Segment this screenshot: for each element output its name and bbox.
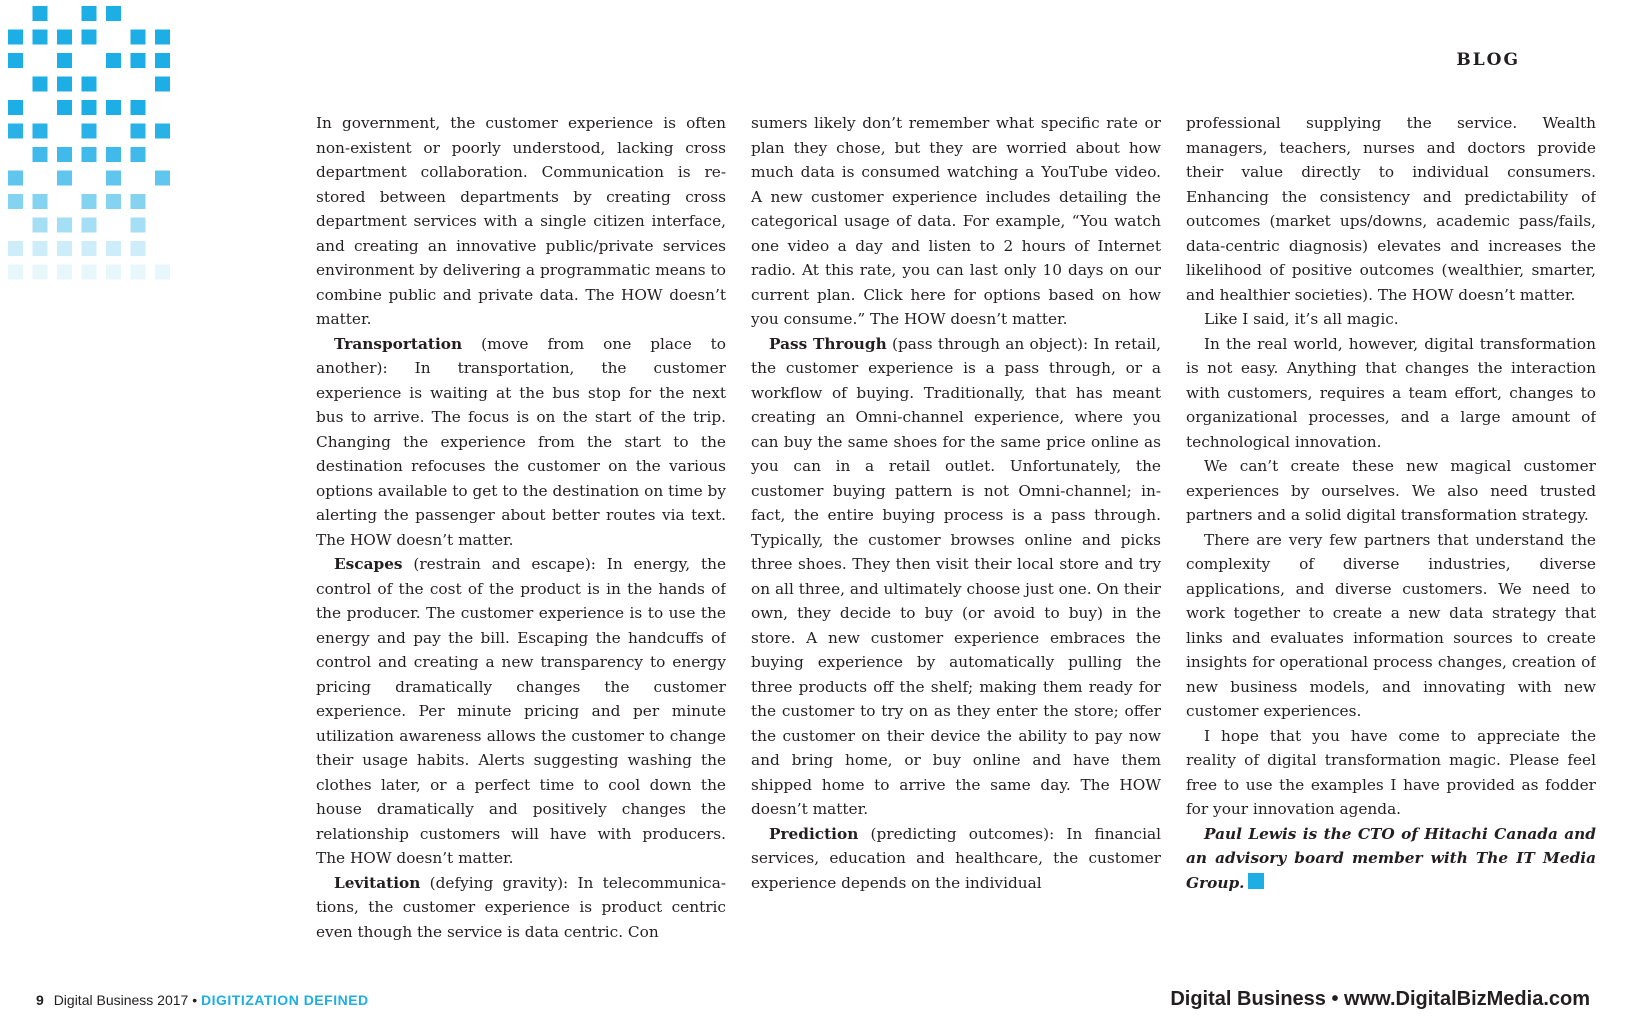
pattern-square (106, 265, 121, 280)
paragraph (316, 871, 726, 945)
footer-separator: • (192, 992, 198, 1008)
pattern-square (155, 77, 170, 92)
paragraph (1186, 332, 1596, 455)
pattern-square (82, 265, 97, 280)
footer-section-name: DIGITIZATION DEFINED (201, 992, 369, 1008)
pattern-square (57, 53, 72, 68)
paragraph (316, 111, 726, 332)
pattern-square (57, 147, 72, 162)
paragraph (316, 552, 726, 871)
pattern-square (33, 124, 48, 139)
pattern-square (106, 147, 121, 162)
pattern-square (33, 77, 48, 92)
pattern-square (8, 265, 23, 280)
paragraph-text: In the real world, however, digital transformation is not easy. Anything that changes the interaction with customers, requires a team effort, changes to organizational processes, and a large amount of technological innovation. (1186, 334, 1596, 451)
paragraph-text: In government, the customer experience is often non-existent or poorly understood, lacking cross department collaboration. Communication is restored between departments by creating cross department services with a single citizen interface, and creating an innovative public/private services environment by delivering a programmatic means to combine public and private data. The HOW doesn’t matter. (316, 114, 726, 328)
pattern-square (57, 30, 72, 45)
pattern-square (82, 124, 97, 139)
paragraph (751, 332, 1161, 822)
paragraph-text: Like I said, it’s all magic. (1204, 310, 1399, 328)
page-footer (0, 986, 1638, 1014)
pattern-square (155, 30, 170, 45)
pattern-square (8, 194, 23, 209)
paragraph-heading: Pass Through (769, 334, 887, 353)
paragraph-heading: Prediction (769, 824, 859, 843)
paragraph (751, 822, 1161, 896)
pattern-square (33, 241, 48, 256)
paragraph (1186, 454, 1596, 528)
publication-name: Digital Business 2017 (53, 992, 189, 1008)
pattern-square (82, 218, 97, 233)
pattern-square (131, 194, 146, 209)
pattern-square (33, 218, 48, 233)
footer-left (36, 992, 369, 1008)
pattern-square (155, 171, 170, 186)
article-column-1 (316, 111, 726, 946)
paragraph (751, 111, 1161, 332)
author-bio: Paul Lewis is the CTO of Hitachi Canada and an advisory board member with The IT Media Group. (1186, 824, 1596, 892)
paragraph-text: sumers likely don’t remember what specific rate or plan they chose, but they are worried about how much data is consumed watching a YouTube video. A new customer experience includes detailing the categorical usage of data. For example, “You watch one video a day and listen to 2 hours of Internet radio. At this rate, you can last only 10 days on our current plan. Click here for options based on how you consume.” The HOW doesn’t matter. (751, 114, 1161, 328)
pattern-square (131, 147, 146, 162)
pattern-square (33, 147, 48, 162)
paragraph-text: (predicting outcomes): In financial services, education and healthcare, the customer experience depends on the individual (751, 824, 1161, 892)
page-number: 9 (36, 992, 44, 1008)
pattern-square (82, 100, 97, 115)
pattern-square (82, 194, 97, 209)
pattern-square (131, 218, 146, 233)
pattern-square (131, 30, 146, 45)
pattern-square (106, 194, 121, 209)
pattern-square (155, 265, 170, 280)
pattern-square (106, 171, 121, 186)
paragraph-text: (restrain and escape): In energy, the control of the cost of the product is in the hands of the producer. The customer experience is to use the energy and pay the bill. Escaping the handcuffs of control and creating a new transparency to energy pricing dramatically changes the customer experience. Per minute pricing and per minute utilization awareness allows the customer to change their usage habits. Alerts suggesting washing the clothes later, or a perfect time to cool down the house dramatically and positively changes the relationship customers will have with producers. The HOW doesn’t matter. (316, 555, 726, 867)
paragraph-text: I hope that you have come to appreciate the reality of digital transformation magic. Please feel free to use the examples I have provided as fodder for your innovation agenda. (1186, 726, 1596, 818)
pattern-square (106, 241, 121, 256)
article-body (316, 111, 1596, 946)
pattern-square (131, 124, 146, 139)
paragraph-heading: Levitation (334, 873, 421, 892)
pattern-square (155, 124, 170, 139)
pattern-square (82, 77, 97, 92)
pattern-square (57, 100, 72, 115)
paragraph-text: There are very few partners that understand the complexity of diverse industries, diverse applications, and diverse customers. We need to work together to create a new data strategy that links and evaluates information sources to create insights for operational process changes, creation of new business models, and innovating with new customer experiences. (1186, 530, 1596, 720)
pattern-square (33, 265, 48, 280)
pattern-square (8, 53, 23, 68)
pattern-square (82, 30, 97, 45)
pattern-square (57, 218, 72, 233)
pattern-square (8, 124, 23, 139)
article-column-2 (751, 111, 1161, 946)
pattern-square (82, 241, 97, 256)
paragraph-heading: Transportation (334, 334, 463, 353)
pattern-square (57, 265, 72, 280)
end-mark-icon (1248, 873, 1264, 889)
paragraph-text: (move from one place to another): In transportation, the customer experience is waiting at the bus stop for the next bus to arrive. The focus is on the start of the trip. Changing the experience from the start to the destination refocuses the customer on the various options available to get to the destination on time by alerting the passenger about better routes via text. The HOW doesn’t matter. (316, 334, 726, 549)
pattern-square (8, 30, 23, 45)
pattern-square (82, 147, 97, 162)
article-column-3 (1186, 111, 1596, 946)
publication-website: Digital Business • www.DigitalBizMedia.com (1170, 988, 1590, 1010)
pattern-square (57, 77, 72, 92)
pattern-square (131, 265, 146, 280)
paragraph-text: (defying gravity): In telecommunications, the customer experience is product centric even though the service is data centric. Con (316, 873, 726, 941)
pattern-square (33, 30, 48, 45)
square-pattern-icon (0, 0, 190, 300)
section-label: BLOG (1456, 50, 1520, 70)
pattern-square (33, 6, 48, 21)
pattern-square (106, 53, 121, 68)
pattern-square (131, 53, 146, 68)
paragraph (1186, 528, 1596, 724)
paragraph-heading: Escapes (334, 555, 403, 573)
pattern-square (33, 194, 48, 209)
pattern-square (106, 100, 121, 115)
paragraph (1186, 307, 1596, 332)
paragraph (1186, 111, 1596, 307)
paragraph-text: (pass through an object): In retail, the customer experience is a pass through, or a workflow of buying. Traditionally, that has meant creating an Omni-channel experience, where you can buy the same shoes for the same price online as you can in a retail outlet. Unfortunately, the customer buying pattern is not Omni-channel; in-fact, the entire buying process is a pass through. Typically, the customer browses online and picks three shoes. They then visit their local store and try on all three, and ultimately choose just one. On their own, they decide to buy (or avoid to buy) in the store. A new customer experience embraces the buying experience by automatically pulling the three products off the shelf; making them ready for the customer to try on as they enter the store; offer the customer on their device the ability to pay now and bring home, or buy online and have them shipped home to arrive the same day. The HOW doesn’t matter. (751, 334, 1161, 818)
pattern-square (57, 171, 72, 186)
pattern-square (131, 100, 146, 115)
pattern-square (131, 241, 146, 256)
pattern-square (8, 241, 23, 256)
paragraph (316, 332, 726, 553)
paragraph (1186, 724, 1596, 822)
pattern-square (82, 6, 97, 21)
pattern-square (57, 241, 72, 256)
pattern-square (8, 171, 23, 186)
paragraph-text: professional supplying the service. Wealth managers, teachers, nurses and doctors provide their value directly to individual consumers. Enhancing the consistency and predictability of outcomes (market ups/downs, academic pass/fails, data-centric diagnosis) elevates and increases the likelihood of positive outcomes (wealthier, smarter, and healthier societies). The HOW doesn’t matter. (1186, 114, 1596, 304)
pattern-square (106, 6, 121, 21)
pattern-square (155, 53, 170, 68)
pattern-square (8, 100, 23, 115)
paragraph-text: We can’t create these new magical customer experiences by ourselves. We also need trusted partners and a solid digital transformation strategy. (1186, 457, 1596, 524)
